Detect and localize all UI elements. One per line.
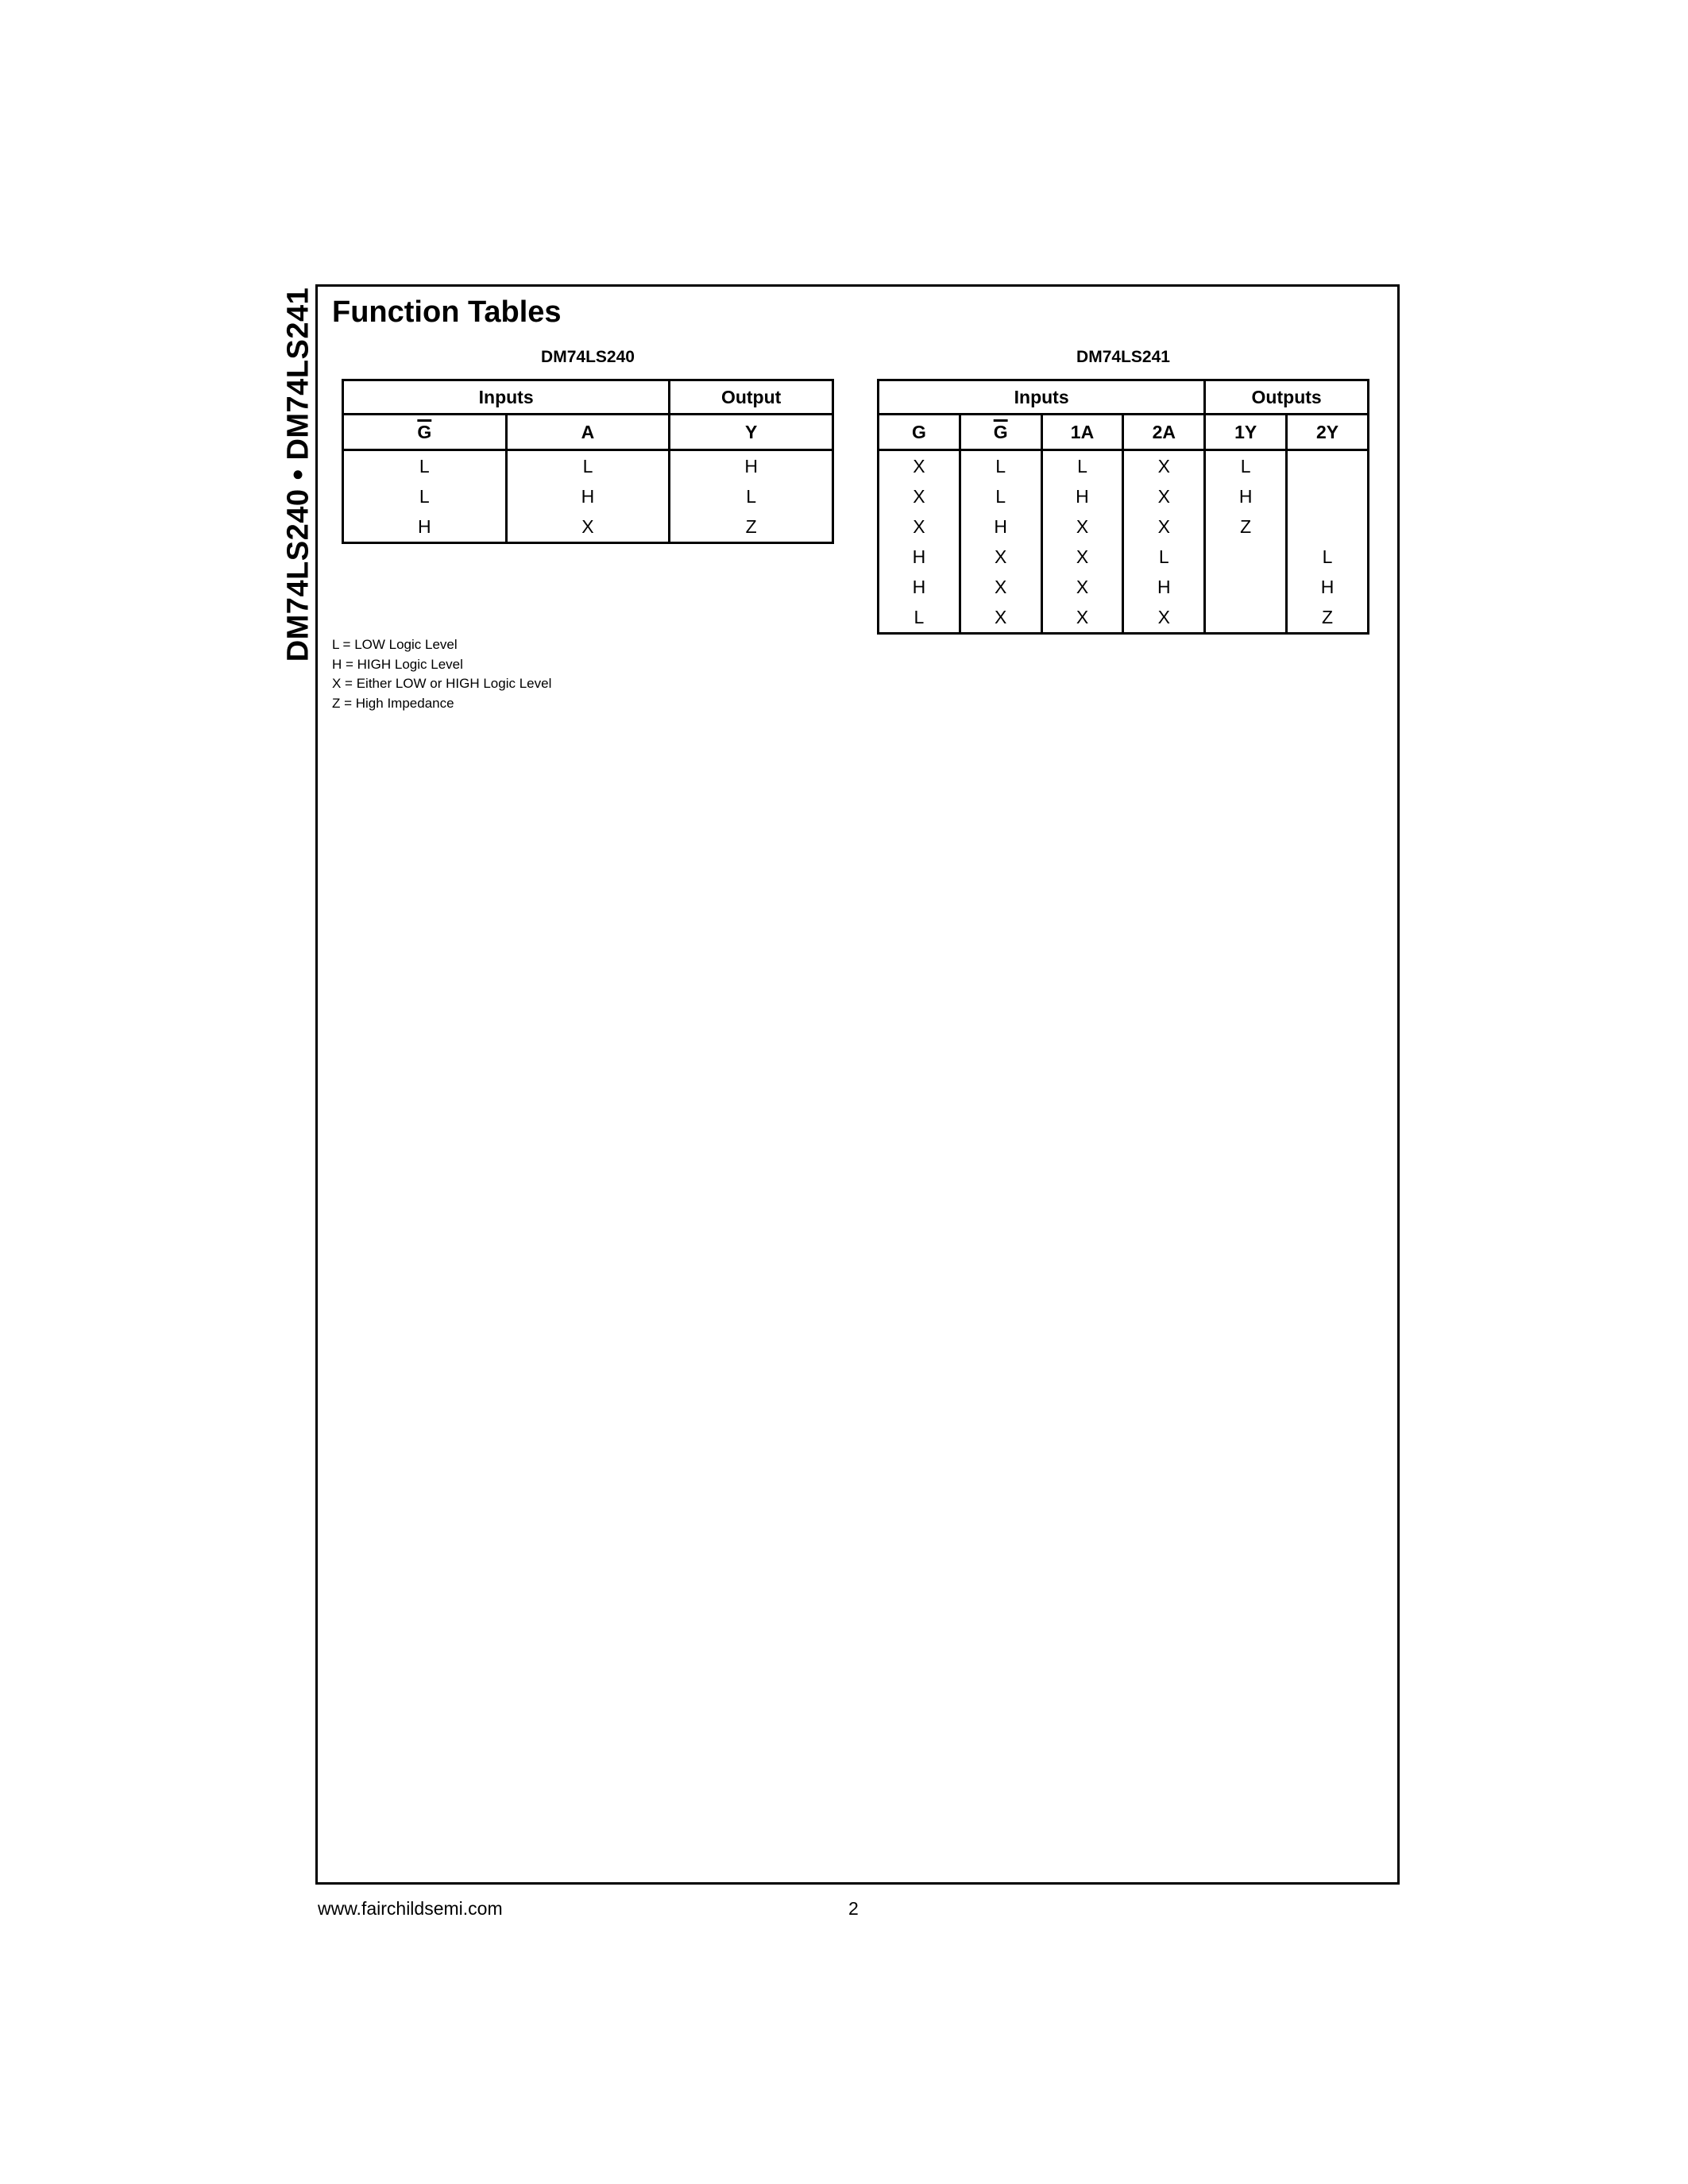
table-cell bbox=[1205, 572, 1287, 602]
table-cell: L bbox=[879, 602, 960, 634]
table-cell: X bbox=[960, 572, 1041, 602]
table-cell: L bbox=[343, 450, 507, 482]
table-cell: X bbox=[506, 511, 670, 543]
table-cell: H bbox=[960, 511, 1041, 542]
legend-item: L = LOW Logic Level bbox=[332, 637, 458, 652]
table-cell: Z bbox=[670, 511, 833, 543]
table-cell: X bbox=[1123, 481, 1205, 511]
table-cell: X bbox=[1123, 511, 1205, 542]
table-row bbox=[879, 511, 1369, 542]
table-cell: X bbox=[1041, 511, 1123, 542]
table-cell: H bbox=[343, 511, 507, 543]
ls240-col-g-bar bbox=[343, 415, 507, 450]
legend-item: X = Either LOW or HIGH Logic Level bbox=[332, 676, 552, 691]
logic-level-legend bbox=[332, 635, 551, 713]
table-cell: L bbox=[1123, 542, 1205, 572]
table-cell: L bbox=[343, 481, 507, 511]
table-cell bbox=[1287, 450, 1369, 482]
table-cell: H bbox=[506, 481, 670, 511]
table-cell bbox=[1205, 602, 1287, 634]
table-cell: L bbox=[1287, 542, 1369, 572]
ls241-col-2y: 2Y bbox=[1287, 415, 1369, 450]
table-cell bbox=[1205, 542, 1287, 572]
table-row bbox=[879, 572, 1369, 602]
table-cell: H bbox=[1041, 481, 1123, 511]
ls240-caption: DM74LS240 bbox=[541, 348, 635, 366]
section-title: Function Tables bbox=[332, 295, 562, 329]
table-row bbox=[343, 481, 833, 511]
ls240-output-header: Output bbox=[670, 380, 833, 415]
table-cell: X bbox=[1123, 450, 1205, 482]
ls240-col-a: A bbox=[506, 415, 670, 450]
page-number: 2 bbox=[848, 1898, 859, 1919]
ls240-col-y: Y bbox=[670, 415, 833, 450]
table-cell: X bbox=[960, 602, 1041, 634]
ls241-col-g-bar bbox=[960, 415, 1041, 450]
table-row bbox=[879, 602, 1369, 634]
table-row bbox=[343, 450, 833, 482]
table-cell: L bbox=[960, 450, 1041, 482]
table-row bbox=[879, 450, 1369, 482]
table-cell: L bbox=[670, 481, 833, 511]
table-cell: X bbox=[1041, 572, 1123, 602]
table-row bbox=[343, 511, 833, 543]
table-cell: X bbox=[1123, 602, 1205, 634]
ls241-col-g-bar-text: $\overline{G}$ bbox=[993, 421, 1008, 442]
ls241-inputs-header: Inputs bbox=[879, 380, 1205, 415]
table-cell: X bbox=[1041, 542, 1123, 572]
table-cell: X bbox=[879, 481, 960, 511]
table-cell: L bbox=[960, 481, 1041, 511]
ls240-function-table bbox=[342, 379, 834, 544]
ls240-inputs-header: Inputs bbox=[343, 380, 670, 415]
footer-website-link[interactable]: www.fairchildsemi.com bbox=[318, 1898, 503, 1919]
table-cell: X bbox=[1041, 602, 1123, 634]
ls241-col-1y: 1Y bbox=[1205, 415, 1287, 450]
table-cell: X bbox=[879, 450, 960, 482]
table-cell bbox=[1287, 481, 1369, 511]
legend-item: Z = High Impedance bbox=[332, 695, 454, 711]
table-cell bbox=[1287, 511, 1369, 542]
table-cell: L bbox=[1041, 450, 1123, 482]
table-cell: H bbox=[1123, 572, 1205, 602]
table-row bbox=[879, 542, 1369, 572]
table-cell: H bbox=[879, 542, 960, 572]
table-cell: Z bbox=[1287, 602, 1369, 634]
ls241-caption: DM74LS241 bbox=[1076, 348, 1170, 366]
table-cell: L bbox=[1205, 450, 1287, 482]
table-cell: Z bbox=[1205, 511, 1287, 542]
table-cell: X bbox=[960, 542, 1041, 572]
table-cell: H bbox=[1287, 572, 1369, 602]
side-title-text: DM74LS240 • DM74LS241 bbox=[281, 287, 315, 662]
ls241-col-1a: 1A bbox=[1041, 415, 1123, 450]
table-cell: H bbox=[670, 450, 833, 482]
legend-item: H = HIGH Logic Level bbox=[332, 656, 463, 672]
ls241-function-table bbox=[877, 379, 1369, 635]
ls241-col-2a: 2A bbox=[1123, 415, 1205, 450]
table-row bbox=[879, 481, 1369, 511]
table-cell: X bbox=[879, 511, 960, 542]
ls241-col-g: G bbox=[879, 415, 960, 450]
table-cell: H bbox=[879, 572, 960, 602]
table-cell: L bbox=[506, 450, 670, 482]
ls240-col-g-bar-text: $\overline{G}$ bbox=[417, 421, 432, 442]
ls241-outputs-header: Outputs bbox=[1205, 380, 1369, 415]
table-cell: H bbox=[1205, 481, 1287, 511]
